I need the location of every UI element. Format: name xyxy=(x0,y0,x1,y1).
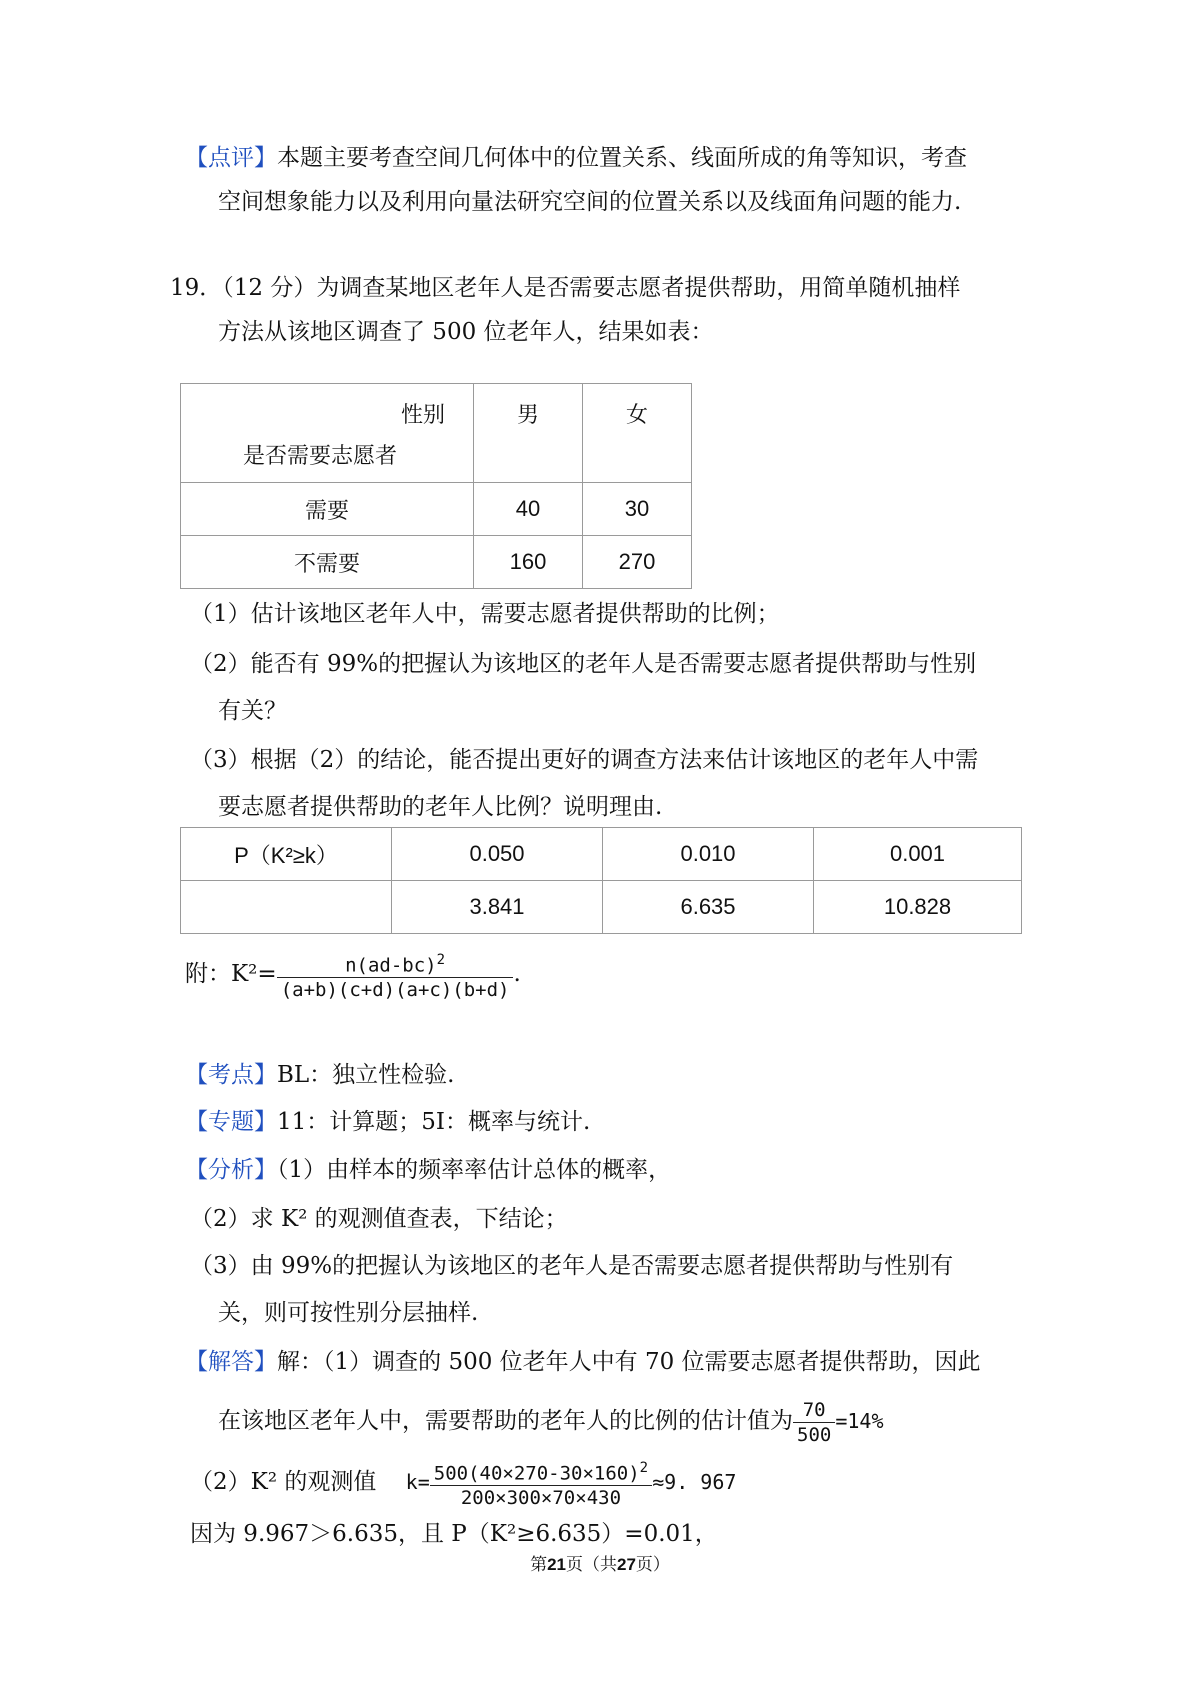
ratio-denominator: 500 xyxy=(797,1423,832,1446)
table-row xyxy=(181,828,1022,881)
ratio-result: =14% xyxy=(835,1409,884,1433)
problem-line-1: 19．（12 分）为调查某地区老年人是否需要志愿者提供帮助，用简单随机抽样 xyxy=(170,275,961,301)
cell-male: 40 xyxy=(474,483,583,536)
footer-post: 页） xyxy=(635,1555,670,1575)
problem-line-2: 方法从该地区调查了 500 位老年人，结果如表： xyxy=(218,319,714,345)
header-female: 女 xyxy=(583,384,692,483)
survey-table xyxy=(180,383,692,589)
solution-line-1 xyxy=(185,1346,981,1378)
footer-total-pages: 27 xyxy=(617,1555,636,1574)
table-row xyxy=(181,483,692,536)
table-row xyxy=(181,881,1022,934)
appendix-prefix: 附：K²= xyxy=(185,961,277,988)
appendix-fraction xyxy=(277,948,514,1002)
kaodian-text: BL：独立性检验. xyxy=(277,1062,455,1088)
numerator-text: n(ad-bc) xyxy=(345,954,437,977)
appendix-numerator xyxy=(277,948,514,978)
kaodian-line xyxy=(185,1059,455,1091)
review-text: 本题主要考查空间几何体中的位置关系、线面所成的角等知识，考查 xyxy=(277,145,967,171)
fenxi-tag: 【分析】 xyxy=(185,1157,277,1183)
ratio-fraction xyxy=(793,1398,835,1447)
row-label: 需要 xyxy=(181,483,474,536)
solution-line-2 xyxy=(218,1396,884,1447)
cell-female: 30 xyxy=(583,483,692,536)
zhuanti-text: 11：计算题；5I：概率与统计. xyxy=(277,1109,591,1135)
question-3-line-2: 要志愿者提供帮助的老年人比例？说明理由. xyxy=(218,794,663,820)
k-lead: k= xyxy=(405,1470,430,1495)
k-value: 10.828 xyxy=(814,881,1022,934)
p-label: P（K²≥k） xyxy=(181,828,392,881)
k-numerator-text: 500(40×270-30×160) xyxy=(433,1462,640,1485)
page-footer xyxy=(0,1550,1200,1575)
fenxi-line-2: （2）求 K² 的观测值查表，下结论； xyxy=(190,1206,568,1232)
ratio-numerator: 70 xyxy=(793,1398,835,1423)
k-value: 6.635 xyxy=(603,881,814,934)
cell-male: 160 xyxy=(474,536,583,589)
solution-text-2: 在该地区老年人中，需要帮助的老年人的比例的估计值为 xyxy=(218,1408,793,1434)
k-observed-label: （2）K² 的观测值 xyxy=(190,1469,377,1496)
diagonal-header-cell xyxy=(181,384,474,483)
appendix-denominator: (a+b)(c+d)(a+c)(b+d) xyxy=(280,979,510,1002)
critical-value-table xyxy=(180,827,1022,934)
review-line-1 xyxy=(185,142,967,174)
k-denominator: 200×300×70×430 xyxy=(460,1487,622,1510)
table-row xyxy=(181,384,692,483)
table-row xyxy=(181,536,692,589)
p-value: 0.050 xyxy=(392,828,603,881)
footer-page-number: 21 xyxy=(547,1555,566,1574)
appendix-formula xyxy=(185,948,521,1002)
cell-female: 270 xyxy=(583,536,692,589)
p-value: 0.001 xyxy=(814,828,1022,881)
k-result: ≈9. 967 xyxy=(652,1470,737,1495)
question-2-line-1: （2）能否有 99%的把握认为该地区的老年人是否需要志愿者提供帮助与性别 xyxy=(190,651,977,677)
footer-pre: 第 xyxy=(530,1555,548,1575)
solution-text: 解：（1）调查的 500 位老年人中有 70 位需要志愿者提供帮助，因此 xyxy=(277,1349,981,1375)
fenxi-text: （1）由样本的频率率估计总体的概率， xyxy=(277,1157,672,1183)
solution-tag: 【解答】 xyxy=(185,1349,277,1375)
question-2-line-2: 有关？ xyxy=(218,698,287,724)
solution-line-3 xyxy=(190,1456,736,1510)
k-fraction xyxy=(430,1456,652,1510)
review-tag: 【点评】 xyxy=(185,145,277,171)
k-value: 3.841 xyxy=(392,881,603,934)
fenxi-line-1 xyxy=(185,1154,671,1186)
zhuanti-line xyxy=(185,1106,590,1138)
fenxi-line-4: 关，则可按性别分层抽样. xyxy=(218,1300,479,1326)
kaodian-tag: 【考点】 xyxy=(185,1062,277,1088)
solution-line-4: 因为 9.967＞6.635，且 P（K²≥6.635）=0.01， xyxy=(190,1521,718,1547)
exponent: 2 xyxy=(436,952,446,968)
zhuanti-tag: 【专题】 xyxy=(185,1109,277,1135)
header-need: 是否需要志愿者 xyxy=(243,444,398,469)
appendix-suffix: . xyxy=(513,961,521,988)
header-gender: 性别 xyxy=(400,403,445,428)
question-1: （1）估计该地区老年人中，需要志愿者提供帮助的比例； xyxy=(190,601,780,627)
header-male: 男 xyxy=(474,384,583,483)
fenxi-line-3: （3）由 99%的把握认为该地区的老年人是否需要志愿者提供帮助与性别有 xyxy=(190,1253,954,1279)
p-value: 0.010 xyxy=(603,828,814,881)
question-3-line-1: （3）根据（2）的结论，能否提出更好的调查方法来估计该地区的老年人中需 xyxy=(190,747,979,773)
review-line-2: 空间想象能力以及利用向量法研究空间的位置关系以及线面角问题的能力. xyxy=(218,189,962,215)
row-label: 不需要 xyxy=(181,536,474,589)
k-exponent: 2 xyxy=(639,1460,649,1476)
k-numerator xyxy=(430,1456,652,1486)
k-label xyxy=(181,881,392,934)
footer-mid: 页（共 xyxy=(566,1555,617,1575)
